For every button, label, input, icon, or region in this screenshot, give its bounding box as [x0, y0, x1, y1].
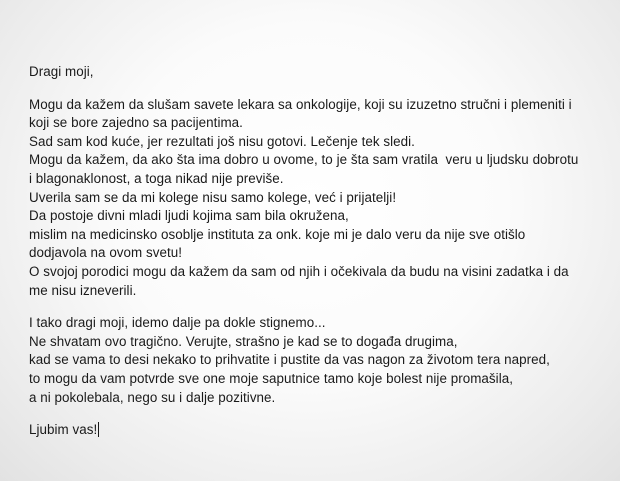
letter-line: I tako dragi moji, idemo dalje pa dokle stignemo...: [29, 315, 326, 331]
letter-line: Mogu da kažem da slušam savete lekara sa onkologije, koji su izuzetno stručni i plemeniti i: [29, 96, 572, 112]
letter-line: Ne shvatam ovo tragično. Verujte, strašno je kad se to događa drugima,: [29, 333, 458, 349]
letter-greeting: Dragi moji,: [29, 64, 94, 79]
letter-line: a ni pokolebala, nego su i dalje pozitivne.: [29, 389, 276, 405]
letter-line: O svojoj porodici mogu da kažem da sam od njih i očekivala da budu na visini zadatka i da: [29, 263, 569, 279]
paragraph-spacer: [29, 82, 604, 96]
letter-paragraph-2: [29, 314, 604, 407]
text-cursor: [98, 422, 99, 437]
letter-line: to mogu da vam potvrde sve one moje saputnice tamo koje bolest nije promašila,: [29, 370, 513, 386]
letter-line: Sad sam kod kuće, jer rezultati još nisu gotovi. Lečenje tek sledi.: [29, 133, 415, 149]
letter-line: Uverila sam se da mi kolege nisu samo kolege, već i prijatelji!: [29, 189, 397, 205]
letter-line: me nisu izneverili.: [29, 282, 137, 298]
letter-line: dodjavola na ovom svetu!: [29, 245, 183, 261]
letter-paragraph-1: [29, 96, 604, 301]
letter-body[interactable]: [29, 63, 604, 440]
letter-line: mislim na medicinsko osoblje instituta za onk. koje mi je dalo veru da nije sve otišlo: [29, 226, 526, 242]
letter-line: Da postoje divni mladi ljudi kojima sam bila okružena,: [29, 208, 349, 224]
letter-line: kad se vama to desi nekako to prihvatite i pustite da vas nagon za životom tera napred,: [29, 352, 550, 368]
paragraph-spacer: [29, 407, 604, 421]
paragraph-spacer: [29, 300, 604, 314]
letter-closing-row: [29, 421, 604, 440]
letter-line: koji se bore zajedno sa pacijentima.: [29, 115, 243, 131]
letter-line: Mogu da kažem, da ako šta ima dobro u ovome, to je šta sam vratila veru u ljudsku dobrotu: [29, 152, 579, 168]
letter-closing: Ljubim vas!: [29, 422, 98, 438]
letter-line: i blagonaklonost, a toga nikad nije previše.: [29, 170, 284, 186]
